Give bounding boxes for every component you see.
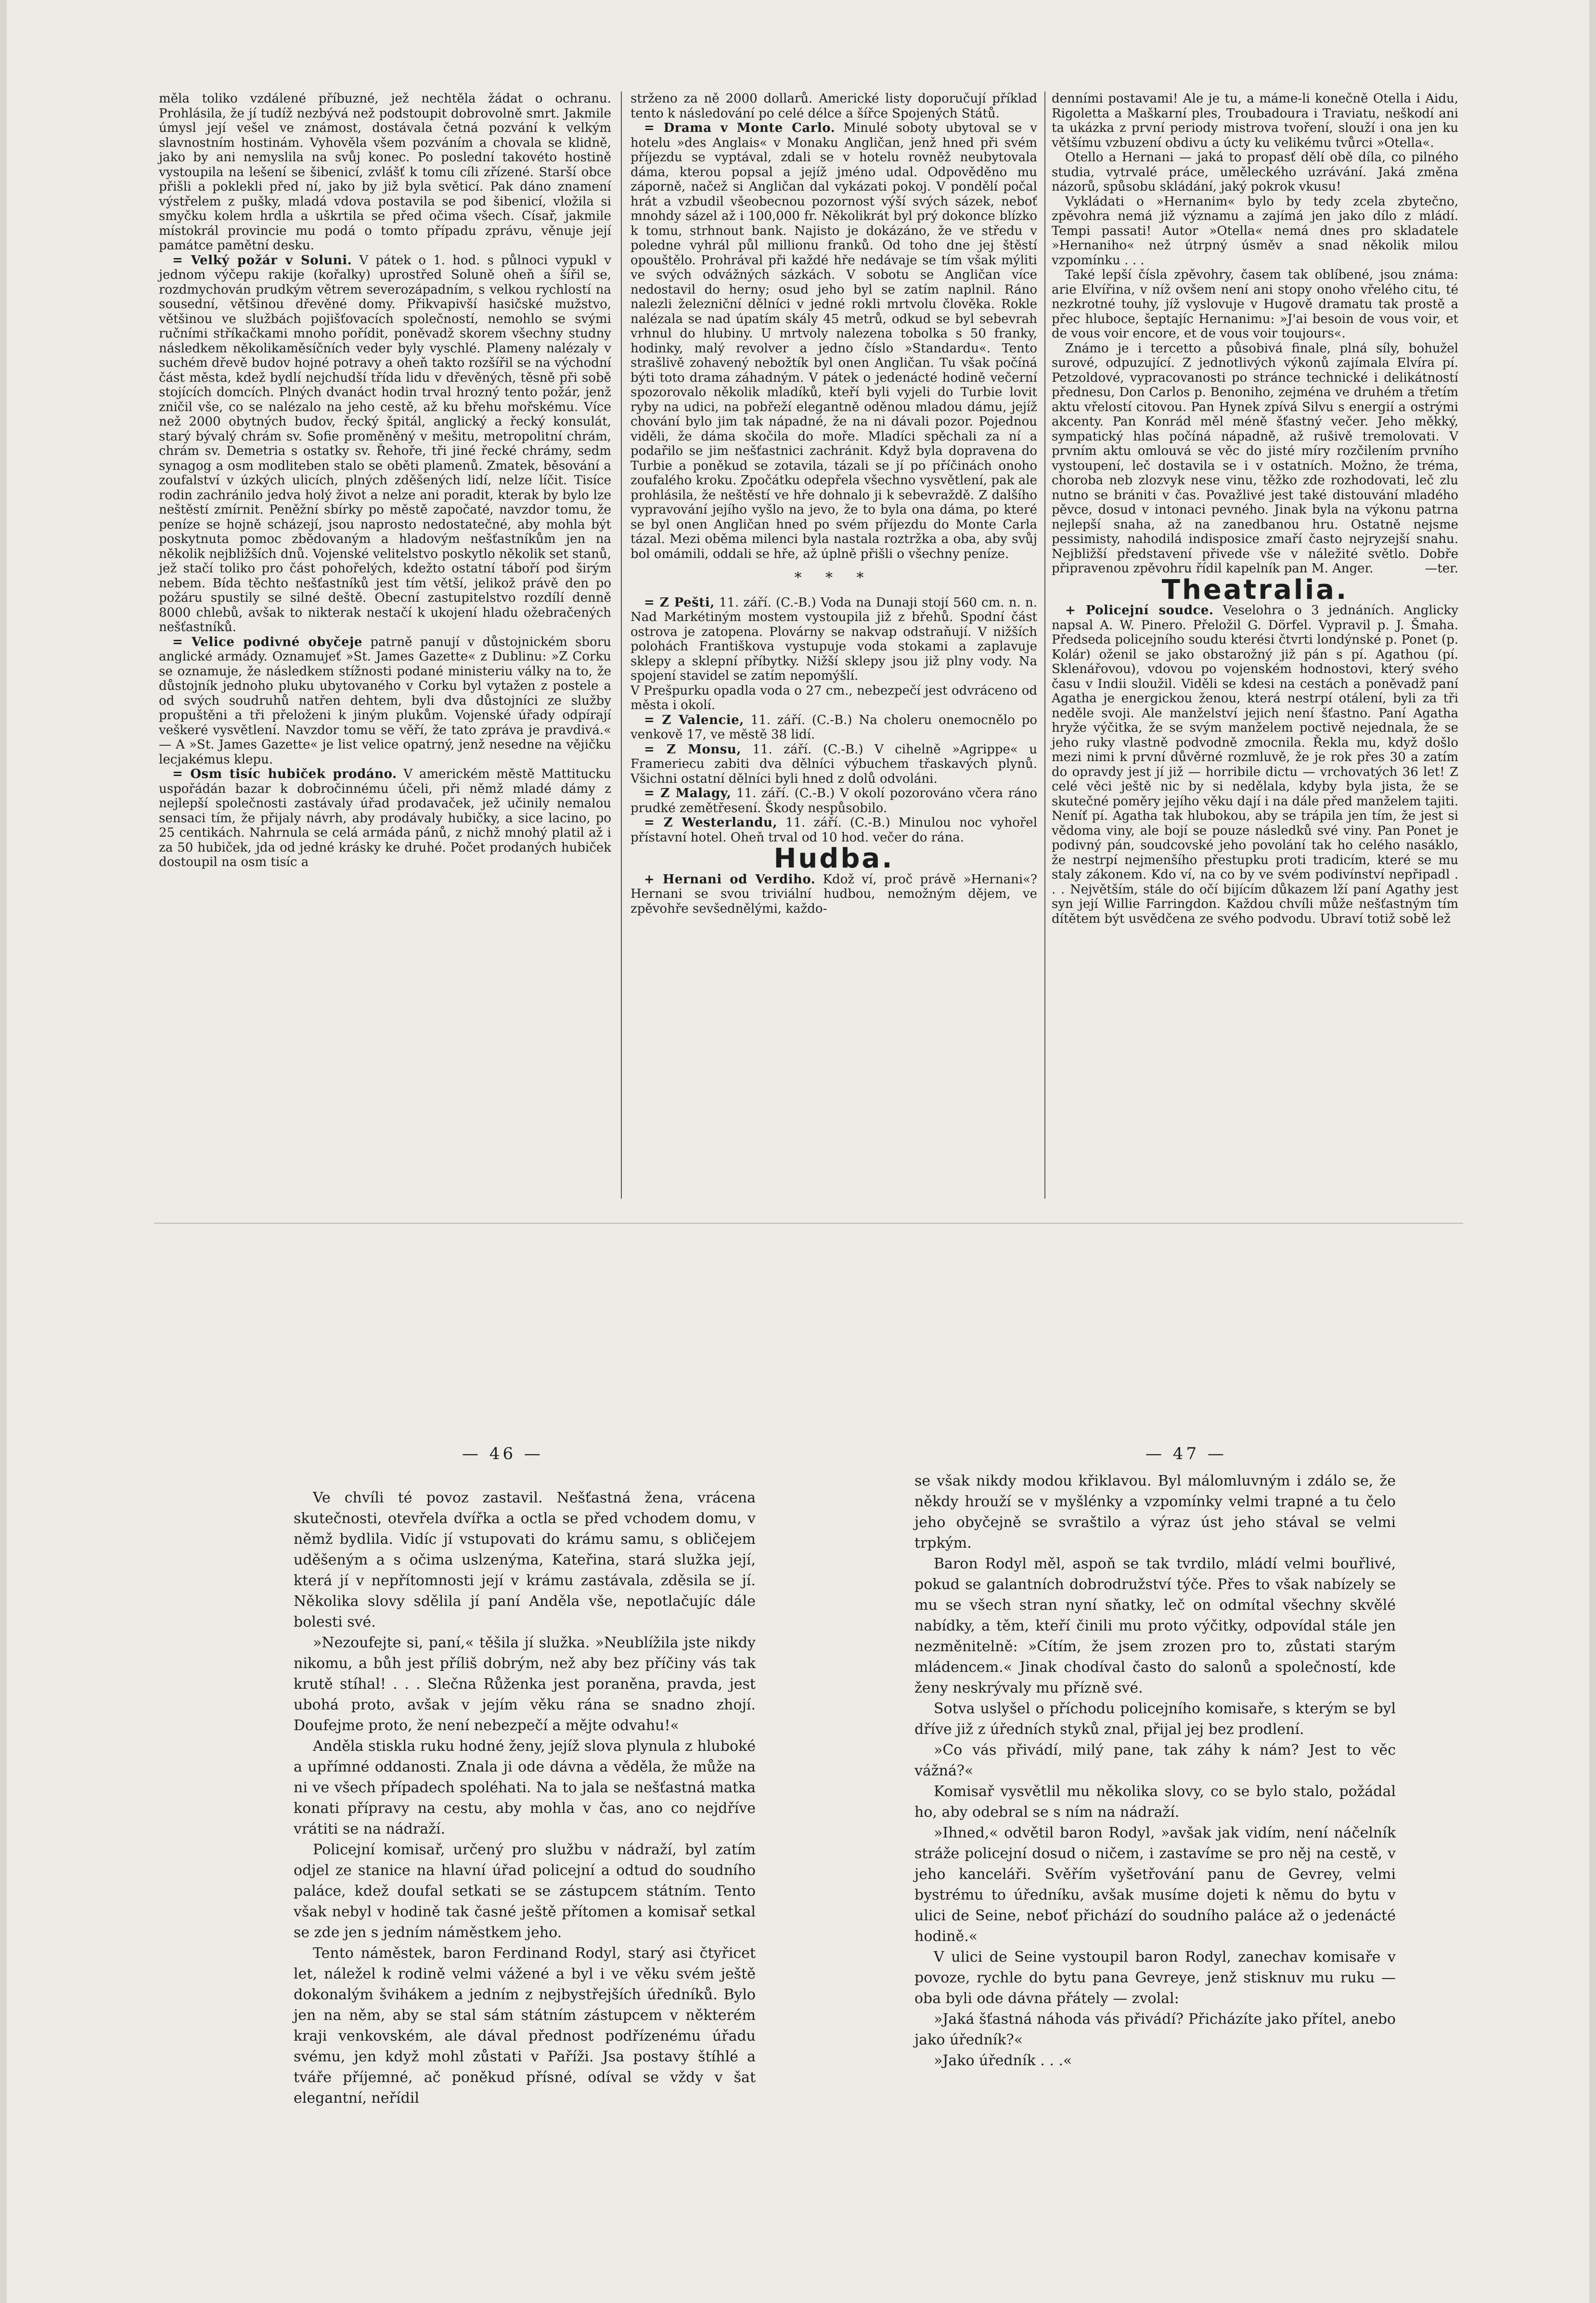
paragraph xyxy=(294,1736,756,1839)
paragraph-text: strženo za ně 2000 dollarů. Americké listy doporučují příklad tento k následování po celé délce a šířce Spojených Států. xyxy=(631,91,1037,121)
news-item xyxy=(631,742,1037,787)
paragraph-text: »Ihned,« odvětil baron Rodyl, »avšak jak vidím, není náčelník stráže policejní dosud o ničem, i zastavíme se pro něj na cestě, v jeho kanceláři. Svěřím vyšetřování panu de Gevrey, velmi bystrému to úředníku, avšak musíme dojeti k němu do bytu v ulici de Seine, neboť přichází do soudního paláce až o jedenácté hodině.« xyxy=(914,1824,1396,1945)
paragraph xyxy=(914,1740,1396,1781)
paragraph xyxy=(914,2050,1396,2071)
paragraph-text: »Co vás přivádí, milý pane, tak záhy k nám? Jest to věc vážná?« xyxy=(914,1742,1396,1779)
paragraph-text: Také lepší čísla zpěvohry, časem tak oblíbené, jsou známa: arie Elvířina, v níž ovšem není ani stopy onoho vřelého citu, té nezkrotné touhy, jíž vyslovuje v Hugově dramatu tak prostě a přec hluboce, šeptajíc Hernanimu: »J'ai besoin de vous voir, et de vous voir encore, et de vous voir toujours«. xyxy=(1052,268,1458,341)
paragraph-text: patrně panují v důstojnickém sboru anglické armády. Oznamujeť »St. James Gazette« z Dublinu: »Z Corku se oznamuje, že následkem stížnosti podané ministeriu války na to, že důstojník jednoho pluku ubytovaného v Corku byl vytažen z postele a od svých soudruhů natřen dehtem, byli dva důstojníci ze služby propuštěni a tři přeloženi k jiným plukům. Vojenské úřady odpírají veškeré vysvětlení. Navzdor tomu se věří, že tato zpráva je pravdivá.« — A »St. James Gazette« je list velice opatrný, jenž nesedne na vějičku lecjakémus klepu. xyxy=(159,634,611,767)
paragraph xyxy=(914,1698,1396,1740)
paragraph xyxy=(631,684,1037,713)
paragraph-text: Vykládati o »Hernanim« bylo by tedy zcela zbytečno, zpěvohra nemá již významu a zajímá jen jako dílo z mládí. Tempi passati! Autor »Otella« nemá dnes pro skladatele »Hernaniho« než útrpný úsměv a snad několik milou vzpomínku . . . xyxy=(1052,194,1458,268)
news-item-heading: = Osm tisíc hubiček prodáno. xyxy=(172,767,397,781)
paragraph xyxy=(1052,194,1458,268)
news-item-heading: = Velký požár v Soluni. xyxy=(172,253,352,268)
news-item-heading: = Z Valencie, xyxy=(644,712,744,727)
page-edge-left xyxy=(0,0,7,2303)
paragraph xyxy=(914,1553,1396,1698)
paragraph-text: »Nezoufejte si, paní,« těšila jí služka. »Neublížila jste nikdy nikomu, a bůh jest příliš dobrým, než aby bez příčiny vás tak krutě stíhal! . . . Slečna Růženka jest poraněna, pravda, jest ubohá proto, avšak v jejím věku rána se snadno zhojí. Doufejme proto, že není nebezpečí a mějte odvahu!« xyxy=(294,1634,756,1734)
column-divider xyxy=(621,91,622,1199)
news-item xyxy=(631,815,1037,845)
paragraph xyxy=(914,1781,1396,1823)
paragraph-text: 11. září. (C.-B.) Minulou noc vyhořel přístavní hotel. Oheň trval od 10 hod. večer do rána. xyxy=(631,815,1038,845)
paragraph-text: denními postavami! Ale je tu, a máme-li konečně Otella i Aidu, Rigoletta a Maškarní ples, Troubadoura i Traviatu, neškodí ani ta ukázka z první periody mistrova tvoření, slouží i ona jen ku většímu vzbuzení obdivu a úcty ku velikému tvůrci »Otella«. xyxy=(1052,91,1458,150)
paragraph xyxy=(294,1632,756,1736)
news-item xyxy=(159,767,611,870)
news-item xyxy=(631,713,1037,742)
paragraph xyxy=(159,91,611,253)
news-item xyxy=(1052,603,1458,926)
news-item xyxy=(159,253,611,635)
news-item-heading: = Z Westerlandu, xyxy=(644,815,777,830)
paragraph-text: V Prešpurku opadla voda o 27 cm., nebezpečí jest odvráceno od města i okolí. xyxy=(631,683,1037,712)
paragraph-text: měla toliko vzdálené příbuzné, jež nechtěla žádat o ochranu. Prohlásila, že jí tudíž nezbývá než podstoupit dobrovolně smrt. Jakmile úmysl její vešel ve známost, dostávala četná pozvání k velkým slavnostním hostinám. Vyhověla všem pozváním a chovala se klidně, jako by ani nemyslila na svůj konec. Po poslední takovéto hostině vystoupila na lešení se šibenicí, zvlášť k tomu cíli zřízené. Starší obce přišli a poklekli před ní, jako by již byla světicí. Pak dáno znamení výstřelem z pušky, mladá vdova postavila se pod šibenicí, vložila si smyčku kolem hrdla a uškrtila se před očima všech. Císař, jakmile místokrál provincie mu podá o tomto případu zprávu, věnuje její památce pamětní desku. xyxy=(159,91,611,253)
news-item-heading: = Z Monsu, xyxy=(644,742,741,757)
page-number-left: — 46 — xyxy=(462,1444,543,1463)
paragraph-text: Ve chvíli té povoz zastavil. Nešťastná žena, vrácena skutečnosti, otevřela dvířka a octla se před vchodem domu, v němž bydlila. Vidíc jí vstupovati do krámu samu, s obličejem uděšeným a s očima uslzenýma, Kateřina, stará služka její, která jí v nepřítomnosti její v krámu zastávala, zděsila se jí. Několika slovy sdělila jí paní Anděla vše, nepotlačujíc dále bolesti své. xyxy=(294,1489,756,1630)
news-item xyxy=(631,121,1037,561)
paragraph-text: Anděla stiskla ruku hodné ženy, jejíž slova plynula z hluboké a upřímné oddanosti. Znala ji ode dávna a věděla, že může na ni ve všech případech spoléhati. Na to jala se nešťastná matka konati přípravy na cestu, aby mohla v čas, ano co nejdříve vrátiti se na nádraží. xyxy=(294,1738,756,1837)
news-item-heading: + Policejní soudce. xyxy=(1065,603,1214,618)
paragraph-text: 11. září. (C.-B.) Na choleru onemocnělo po venkově 17, ve městě 38 lidí. xyxy=(631,712,1038,742)
newspaper-column-1 xyxy=(159,91,611,1203)
paragraph-text: Veselohra o 3 jednáních. Anglicky napsal A. W. Pinero. Přeložil G. Dörfel. Vypravil p. J. Šmaha. Předseda policejního soudu kterési čtvrti londýnské p. Ponet (p. Kolár) oženil se jako obstarožný již pán s pí. Agathou (pí. Sklenářovou), vdovou po vojenském hodnostovi, který svého času v Indii sloužil. Viděli se kdesi na cestách a poněvadž paní Agatha je energickou ženou, která nestrpí otálení, byli za tři neděle svoji. Ale manželství jejich není šťastno. Paní Agatha hryže výčitka, že se svým manželem poctivě nejednala, že se jeho ruky vlastně podvodně zmocnila. Řekla mu, když došlo mezi nimi k první důvěrné rozmluvě, že je rok přes 30 a zatím do opravdy jest jí již — horribile dictu — vrchovatých 36 let! Z celé věci ještě nic by si nedělala, kdyby byla jista, že se skutečné poměry jejího věku dají i na dále před manželem tajiti. Neníť pí. Agatha tak hlubokou, aby se trápila jen tím, že jest si vědoma viny, ale bojí se pouze následků své viny. Pan Ponet je podivný pán, soudcovské jeho povolání tak ho celého nasáklo, že nestrpí nejmenšího přestupku proti tradicím, které se mu staly zákonem. Kdo ví, na co by ve svém podivínství nepřipadl . . . Největším, stále do očí bijícím důkazem lží paní Agathy jest syn její Willie Farringdon. Každou chvíli může nešťastným tím dítětem být usvědčena ze svého podvodu. Ubraví totiž sobě lež xyxy=(1052,603,1458,926)
news-item xyxy=(159,635,611,767)
paragraph-text: »Jako úředník . . .« xyxy=(934,2052,1072,2069)
news-item-heading: = Z Malagy, xyxy=(644,786,732,801)
author-signature: —ter. xyxy=(1425,561,1458,576)
book-page-right xyxy=(914,1471,1396,2082)
newspaper-column-3 xyxy=(1052,91,1458,1203)
paragraph xyxy=(914,1947,1396,2009)
news-item xyxy=(631,786,1037,815)
paragraph-text: Tento náměstek, baron Ferdinand Rodyl, starý asi čtyřicet let, náležel k rodině velmi vážené a byl i ve věku svém ještě dokonalým švihákem a jedním z nejbystřejších úředníků. Bylo jen na něm, aby se stal sám státním zástupcem v některém kraji venkovském, ale dával přednost podřízenému úřadu svému, jen když mohl zůstati v Paříži. Jsa postavy štíhlé a tváře příjemné, ač poněkud přísné, odíval se vždy v šat elegantní, neřídil xyxy=(294,1945,756,2107)
news-item-heading: = Velice podivné obyčeje xyxy=(172,634,362,649)
paragraph-text: V ulici de Seine vystoupil baron Rodyl, zanechav komisaře v povoze, rychle do bytu pana Gevreye, jenž stisknuv mu ruku — oba byli ode dávna přátely — zvolal: xyxy=(914,1949,1396,2007)
paragraph-text: 11. září. (C.-B.) Voda na Dunaji stojí 560 cm. n. n. Nad Markétiným mostem vystoupila již z břehů. Spodní část ostrova je zatopena. Plovárny se nakvap odstraňují. V nižších polohách Františkova vystupuje voda stokami a zaplavuje sklepy a sklepní příbytky. Nižší sklepy jsou již plny vody. Na spojení stavidel se zatím nepomýšlí. xyxy=(631,595,1037,683)
paragraph xyxy=(631,91,1037,121)
news-item xyxy=(631,595,1037,684)
paragraph xyxy=(1052,150,1458,194)
paragraph-text: V pátek o 1. hod. s půlnoci vypukl v jednom výčepu rakije (kořalky) uprostřed Soluně oheň a šířil se, rozdmychován prudkým větrem severozápadním, s velkou rychlostí na sousední, většinou dřevěné domy. Přikvapivší hasičské mužstvo, většinou ve službách pojišťovacích společností, nemohlo se svými ručními stříkačkami mnoho pořídit, poněvadž skorem všechny studny následkem několikaměsíčních veder byly vyschlé. Plameny nalézaly v suchém dřevě budov hojné potravy a oheň takto rozšířil se na východní část města, kdež bydlí nejchudší třída lidu v dřevěných, těsně při sobě stojících domcích. Plných dvanáct hodin trval hrozný tento požár, jenž zničil vše, co se nalézalo na jeho cestě, až ku břehu mořskému. Více než 2000 obytných budov, řecký špitál, anglický a řecký konsulát, starý bývalý chrám sv. Sofie proměněný v mešitu, metropolitní chrám, chrám sv. Demetria s ostatky sv. Řehoře, tři jiné řecké chrámy, sedm synagog a osm modliteben stalo se oběti plamenů. Zmatek, běsování a zoufalství v úzkých ulicích, plných zděšených lidí, nelze líčit. Tisíce rodin zachránilo jedva holý život a nelze ani poradit, kterak by bylo lze neštěstí zmírnit. Peněžní sbírky po městě započaté, navzdor tomu, že peníze se hojně scházejí, jsou naprosto nedostatečné, aby mohla být poskytnuta pomoc zbědovaným a hladovým nešťastníkům jen na několik nejbližších dnů. Vojenské velitelstvo poskytlo několik set stanů, jež stačí toliko pro část pohořelých, kdežto ostatní táboří pod širým nebem. Bída těchto nešťastníků jest tím větší, jelikož právě den po požáru spustily se silné deště. Obecní zastupitelstvo rozdílí denně 8000 chlebů, avšak to nikterak nestačí k ukojení hladu ožebračených nešťastníků. xyxy=(159,253,611,634)
paragraph-text: 11. září. (C.-B.) V cihelně »Agrippe« u Framerieсu zabiti dva dělníci výbuchem třaskavých plynů. Všichni ostatní dělníci byli hned z dolů odvoláni. xyxy=(631,742,1037,786)
newspaper-column-2 xyxy=(631,91,1037,1203)
paragraph xyxy=(914,1471,1396,1553)
page-number-right: — 47 — xyxy=(1146,1444,1227,1463)
fold-line xyxy=(154,1223,1463,1224)
paragraph-text: »Jaká šťastná náhoda vás přivádí? Přicházíte jako přítel, anebo jako úředník?« xyxy=(914,2011,1396,2048)
paragraph xyxy=(294,1488,756,1632)
separator-asterisks: * * * xyxy=(794,569,874,586)
column-divider xyxy=(1044,91,1045,1199)
paragraph-text: V americkém městě Mattitucku uspořádán bazar k dobročinnému účeli, při němž mladé dámy z nejlepší společnosti zastávaly úřad prodavaček, jež učinily nemalou sensaci tím, že přijaly návrh, aby prodávaly hubičky, a sice lacino, po 25 centikách. Nahrnula se celá armáda pánů, z nichž mnohý platil až i za 50 hubiček, jda od jedné krásky ke druhé. Počet prodaných hubiček dostoupil na osm tisíc a xyxy=(159,767,611,869)
paragraph-text: Policejní komisař, určený pro službu v nádraží, byl zatím odjel ze stanice na hlavní úřad policejní a odtud do soudního paláce, kdež doufal setkati se se zástupcem státním. Tento však nebyl v hodině tak časné ještě přítomen a komisař setkal se zde jen s jedním náměstkem jeho. xyxy=(294,1841,756,1941)
book-page-left xyxy=(294,1488,756,2107)
section-heading: Theatralia. xyxy=(1161,574,1349,606)
news-item-heading: + Hernani od Verdiho. xyxy=(644,872,816,887)
paragraph-text: Kdož ví, proč právě »Hernani«? Hernani se svou triviální hudbou, nemožným dějem, ve zpěvohře sevšednělými, každo- xyxy=(631,872,1037,916)
news-item-heading: = Z Pešti, xyxy=(644,595,715,610)
paragraph-text: se však nikdy modou křiklavou. Byl málomluvným i zdálo se, že někdy hrouží se v myšlénky a vzpomínky velmi trapné a tu čelo jeho obyčejně se svraštilo a výraz úst jeho stával se velmi trpkým. xyxy=(914,1473,1396,1552)
paragraph xyxy=(1052,91,1458,150)
paragraph xyxy=(1052,341,1458,576)
paragraph-text: Sotva uslyšel o příchodu policejního komisaře, s kterým se byl dříve již z úředních styků znal, přijal jej bez prodlení. xyxy=(914,1700,1396,1738)
paragraph xyxy=(294,1839,756,1943)
paragraph-text: 11. září. (C.-B.) V okolí pozorováno včera ráno prudké zemětřesení. Škody nespůsobilo. xyxy=(631,786,1037,815)
paragraph xyxy=(1052,268,1458,341)
paragraph xyxy=(914,1823,1396,1947)
paragraph-text: Známo je i tercetto a působivá finale, plná síly, bohužel surové, odpuzující. Z jednotlivých výkonů zajímala Elvíra pí. Petzoldové, vypracovanosti po stránce technické i delikátností přednesu, Don Carlos p. Benoniho, zejména ve druhém a třetím aktu vřelostí citovou. Pan Hynek zpívá Silvu s energií a ostrými akcenty. Pan Konrád měl méně šťastný večer. Jeho měkký, sympatický hlas počíná nápadně, až rušivě tremolovati. V prvním aktu omlouvá se věc do jisté míry rozčilením prvního vystoupení, leč dostavila se i v ostatních. Možno, že tréma, choroba neb zlozvyk nese vinu, těžko zde rozhodovati, leč zlu nutno se brániti v čas. Považlivé jest také distouvání mladého pěvce, dosud v intonaci pevného. Jinak byla na výkonu patrna nejlepší snaha, až na zanedbanou hru. Ostatně nejsme pessimisty, nahodilá indisposice zmaří často nejryzejší snahu. Nejbližší představení přivede vše v náležité světlo. Dobře připravenou zpěvohru řídil kapelník pan M. Anger. xyxy=(1052,341,1458,576)
paragraph xyxy=(914,2009,1396,2050)
news-item xyxy=(631,872,1037,917)
section-heading: Hudba. xyxy=(773,843,894,874)
paragraph-text: Minulé soboty ubytoval se v hotelu »des Anglais« v Monaku Angličan, jenž hned při svém příjezdu se vyptával, zdali se v hotelu rovněž neubytovala dáma, kterou popsal a jejíž jméno udal. Odpověděno mu záporně, načež si Angličan dal vykázati pokoj. V pondělí počal hrát a vzbudil všeobecnou pozornost výší svých sázek, neboť mnohdy sázel až i 100,000 fr. Několikrát byl prý dokonce blízko k tomu, strhnout bank. Najisto je dokázáno, že ve středu v poledne vyhrál půl millionu franků. Od toho dne jej štěstí opouštělo. Prohrával při každé hře nedávaje se tím však mýliti ve svých odvážných sázkách. V sobotu se Angličan více nedostavil do herny; osud jeho byl se zatím naplnil. Ráno nalezli železniční dělníci v jedné rokli mrtvolu člověka. Rokle nalézala se nad úpatím skály 45 metrů, odkud se byl sebevrah vrhnul do hlubiny. U mrtvoly nalezena tobolka s 50 franky, hodinky, malý revolver a jedno číslo »Standardu«. Tento strašlivě zohavený nebožtík byl onen Angličan. Tu však počíná býti toto drama záhadným. V pátek o jedenácté hodině večerní spozorovalo několik mladíků, kteří byli vyjeli do Turbie lovit ryby na udici, na pobřeží elegantně oděnou mladou dámu, jejíž chování bylo jim tak nápadné, že na ni dávali pozor. Pojednou viděli, že dáma skočila do moře. Mladíci spěchali za ní a podařilo se jim nešťastnici zachránit. Když byla dopravena do Turbie a poněkud se zotavila, tázali se jí po příčinách onoho zoufalého kroku. Zpočátku odepřela všechno vysvětlení, pak ale prohlásila, že neštěstí ve hře dohnalo ji k sebevraždě. Z dalšího vypravování jejího vyšlo na jevo, že to byla ona dáma, po které se byl onen Angličan hned po svém příjezdu do Monte Carla tázal. Mezi oběma milenci byla nastala roztržka a oba, aby svůj bol omámili, oddali se hře, až úplně přišli o všechny peníze. xyxy=(631,121,1037,561)
news-item-heading: = Drama v Monte Carlo. xyxy=(644,121,836,135)
paragraph xyxy=(294,1943,756,2109)
paragraph-text: Otello a Hernani — jaká to propasť dělí obě díla, co pilného studia, vytrvalé práce, uměleckého uzrávání. Jaká změna názorů, spůsobu skládání, jaký pokrok vkusu! xyxy=(1052,150,1458,194)
paragraph-text: Komisař vysvětlil mu několika slovy, co se bylo stalo, požádal ho, aby odebral se s ním na nádraží. xyxy=(914,1783,1396,1821)
paragraph-text: Baron Rodyl měl, aspoň se tak tvrdilo, mládí velmi bouřlivé, pokud se galantních dobrodružství týče. Přes to však nabízely se mu se všech stran nyní sňatky, leč on odmítal všechny skvělé nabídky, a těm, kteří činili mu proto výčitky, odpovídal stále jen nezměnitelně: »Cítím, že jsem zrozen pro to, zůstati starým mládencem.« Jinak chodíval často do salonů a společností, kde ženy neskrývaly mu přízně své. xyxy=(914,1555,1396,1696)
page-edge-right xyxy=(1589,0,1596,2303)
